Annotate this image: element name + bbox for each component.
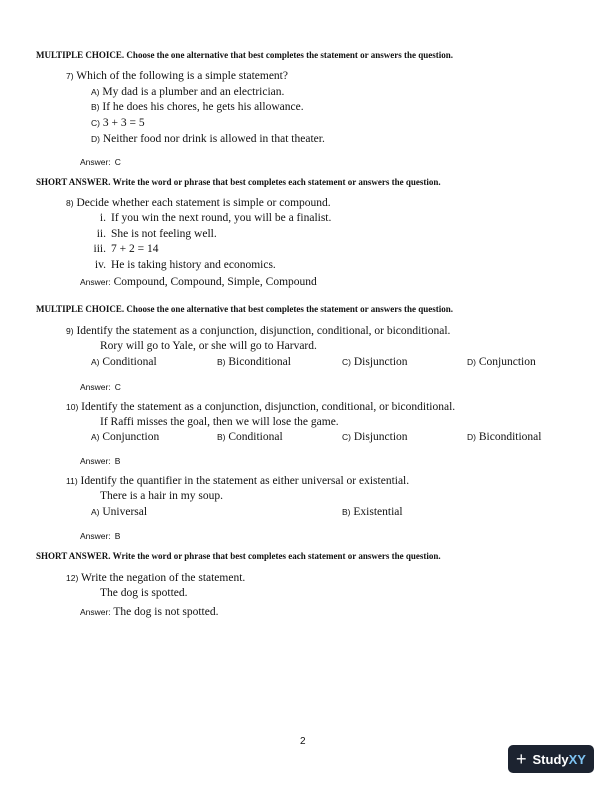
question-number: 9) [66, 326, 74, 336]
option-b [91, 101, 304, 113]
option-b [342, 506, 403, 518]
item-ii [84, 228, 217, 240]
brand-main: Study [532, 751, 569, 767]
option-text: Conjunction [478, 356, 536, 368]
answer-12 [80, 606, 218, 618]
question-text: Which of the following is a simple statement? [76, 70, 288, 82]
answer-7 [80, 152, 121, 170]
option-d [91, 133, 325, 145]
option-c [342, 431, 408, 443]
question-text: Identify the statement as a conjunction, disjunction, conditional, or biconditional. [76, 325, 451, 337]
answer-8 [80, 276, 317, 288]
question-text: Identify the statement as a conjunction, disjunction, conditional, or biconditional. [81, 401, 456, 413]
option-text: Biconditional [478, 431, 542, 443]
option-a [91, 506, 147, 518]
answer-value: Compound, Compound, Simple, Compound [113, 276, 317, 288]
option-text: Disjunction [353, 356, 408, 368]
option-c [342, 356, 408, 368]
option-d [467, 356, 536, 368]
question-statement: The dog is spotted. [100, 587, 188, 599]
answer-label: Answer: [80, 456, 111, 466]
item-iv [84, 259, 276, 271]
question-text: Identify the quantifier in the statement as either universal or existential. [80, 475, 410, 487]
section-header-multiple-choice: MULTIPLE CHOICE. Choose the one alternative that best completes the statement or answers the question. [36, 50, 453, 60]
option-text: Biconditional [228, 356, 291, 368]
question-number: 11) [66, 476, 78, 486]
option-b [217, 431, 283, 443]
question-7 [66, 70, 288, 82]
item-text: He is taking history and economics. [111, 259, 276, 271]
option-a [91, 86, 284, 98]
roman-numeral: i. [99, 212, 106, 224]
answer-11 [80, 526, 120, 544]
roman-numeral: ii. [96, 228, 106, 240]
option-letter: B) [342, 507, 351, 517]
option-letter: B) [217, 432, 226, 442]
section-header-short-answer: SHORT ANSWER. Write the word or phrase that best completes each statement or answers the question. [36, 177, 441, 187]
item-i [84, 212, 331, 224]
option-letter: A) [91, 357, 100, 367]
option-b [217, 356, 291, 368]
option-text: Conjunction [102, 431, 160, 443]
answer-value: The dog is not spotted. [113, 606, 219, 618]
option-text: Disjunction [353, 431, 408, 443]
option-letter: C) [342, 357, 351, 367]
option-letter: C) [91, 118, 100, 128]
option-letter: A) [91, 87, 100, 97]
item-text: 7 + 2 = 14 [111, 243, 159, 255]
roman-numeral: iii. [93, 243, 106, 255]
studyxy-badge[interactable] [508, 745, 594, 773]
answer-value: B [114, 456, 121, 466]
answer-label: Answer: [80, 382, 111, 392]
answer-9 [80, 377, 121, 395]
plus-icon: + [516, 749, 527, 769]
question-8 [66, 197, 331, 209]
page-number: 2 [300, 736, 306, 747]
question-11 [66, 475, 409, 487]
option-text: If he does his chores, he gets his allowance. [102, 101, 304, 113]
question-text: Write the negation of the statement. [80, 572, 246, 584]
answer-label: Answer: [80, 607, 111, 617]
answer-10 [80, 451, 120, 469]
option-a [91, 356, 157, 368]
question-number: 10) [66, 402, 79, 412]
option-letter: D) [467, 432, 476, 442]
item-text: If you win the next round, you will be a finalist. [111, 212, 332, 224]
answer-value: B [114, 531, 121, 541]
option-letter: C) [342, 432, 351, 442]
section-header-multiple-choice-2: MULTIPLE CHOICE. Choose the one alternative that best completes the statement or answers the question. [36, 304, 453, 314]
answer-label: Answer: [80, 277, 111, 287]
question-10 [66, 401, 455, 413]
question-9 [66, 325, 450, 337]
option-text: Existential [353, 506, 403, 518]
option-d [467, 431, 541, 443]
question-statement: If Raffi misses the goal, then we will lose the game. [100, 416, 339, 428]
question-statement: There is a hair in my soup. [100, 490, 223, 502]
option-letter: A) [91, 507, 100, 517]
brand-accent: XY [568, 751, 586, 767]
answer-value: C [114, 157, 121, 167]
option-a [91, 431, 159, 443]
option-c [91, 117, 145, 129]
option-text: Conditional [228, 431, 283, 443]
question-12 [66, 572, 245, 584]
item-text: She is not feeling well. [111, 228, 217, 240]
answer-label: Answer: [80, 157, 111, 167]
roman-numeral: iv. [94, 259, 106, 271]
section-header-short-answer-2: SHORT ANSWER. Write the word or phrase that best completes each statement or answers the question. [36, 551, 441, 561]
question-number: 12) [66, 573, 79, 583]
option-text: Neither food nor drink is allowed in that theater. [102, 133, 325, 145]
option-text: My dad is a plumber and an electrician. [102, 86, 285, 98]
item-iii [84, 243, 158, 255]
question-number: 8) [66, 198, 74, 208]
answer-label: Answer: [80, 531, 111, 541]
question-text: Decide whether each statement is simple or compound. [76, 197, 331, 209]
option-text: Universal [102, 506, 148, 518]
question-statement: Rory will go to Yale, or she will go to Harvard. [100, 340, 317, 352]
question-number: 7) [66, 71, 74, 81]
option-letter: D) [91, 134, 100, 144]
option-letter: B) [217, 357, 226, 367]
answer-value: C [114, 382, 121, 392]
option-letter: D) [467, 357, 476, 367]
option-text: Conditional [102, 356, 157, 368]
option-letter: B) [91, 102, 100, 112]
option-letter: A) [91, 432, 100, 442]
option-text: 3 + 3 = 5 [102, 117, 145, 129]
